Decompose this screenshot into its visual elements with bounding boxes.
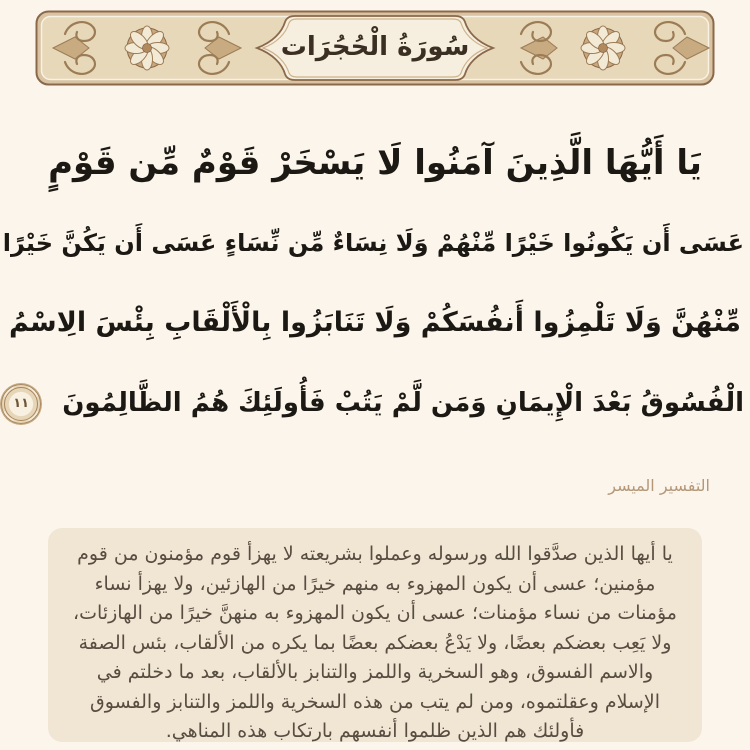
verse-line-4 (0, 363, 750, 443)
verse-line-3: مِّنْهُنَّ وَلَا تَلْمِزُوا أَنفُسَكُمْ وَلَا تَنَابَزُوا بِالْأَلْقَابِ بِئْسَ الِاسْمُ (8, 307, 741, 338)
surah-title: سُورَةُ الْحُجُرَات (280, 31, 470, 62)
tafsir-source-label[interactable]: التفسير الميسر (608, 476, 710, 495)
tafsir-text: يا أيها الذين صدَّقوا الله ورسوله وعملوا بشريعته لا يهزأ قوم مؤمنون من قوم مؤمنين؛ عسى أن يكون المهزوء به منهم خيرًا من الهازئين، ولا يهزأ نساء مؤمنات من نساء مؤمنات؛ عسى أن يكون المهزوء به منهنَّ خيرًا من الهازئات، ولا يَعِب بعضكم بعضًا، ولا يَدْعُ بعضكم بعضًا بما يكره من الألقاب، بئس الصفة والاسم الفسوق، وهو السخرية واللمز والتنابز بالألقاب، بعد ما دخلتم في الإسلام وعقلتموه، ومن لم يتب من هذه السخرية واللمز والتنابز والفسوق فأولئك هم الذين ظلموا أنفسهم بارتكاب هذه المناهي. (73, 543, 677, 742)
ayah-number-medallion (1, 384, 41, 424)
ayah-number: ١١ (13, 396, 30, 411)
verse-text-block (0, 123, 750, 445)
tafsir-panel (48, 528, 702, 742)
verse-line-4-text: الْفُسُوقُ بَعْدَ الْإِيمَانِ وَمَن لَّمْ يَتُبْ فَأُولَئِكَ هُمُ الظَّالِمُونَ (62, 388, 744, 418)
surah-header-ornament (35, 10, 715, 86)
verse-line-2: عَسَى أَن يَكُونُوا خَيْرًا مِّنْهُمْ وَلَا نِسَاءٌ مِّن نِّسَاءٍ عَسَى أَن يَكُنَّ خَيْرًا (2, 229, 744, 257)
verse-line-1: يَا أَيُّهَا الَّذِينَ آمَنُوا لَا يَسْخَرْ قَوْمٌ مِّن قَوْمٍ (48, 143, 702, 183)
